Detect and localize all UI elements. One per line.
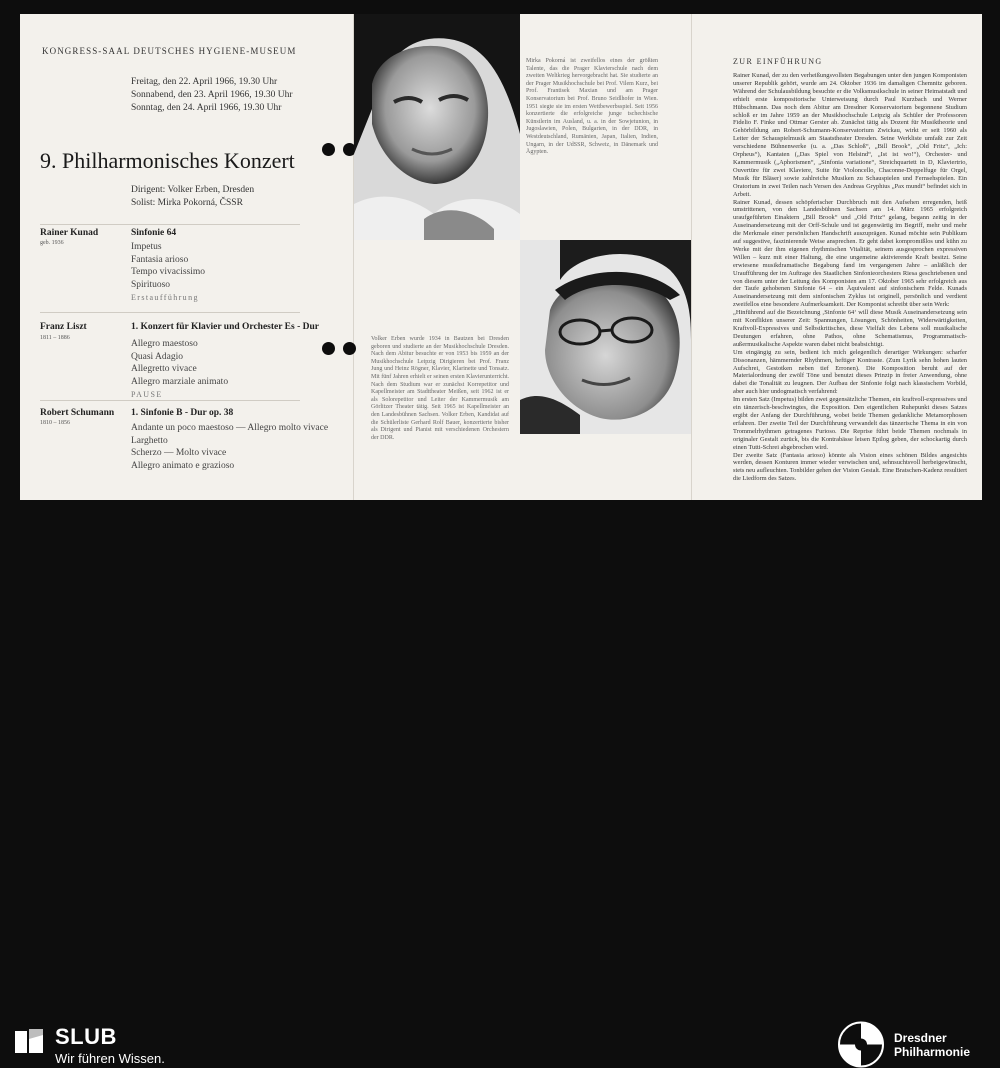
composer-dates: 1811 – 1886 xyxy=(40,335,70,341)
composer-dates: geb. 1936 xyxy=(40,240,64,246)
punch-hole xyxy=(343,342,356,355)
movement: Allegretto vivace xyxy=(131,364,197,374)
venue-heading: KONGRESS-SAAL DEUTSCHES HYGIENE-MUSEUM xyxy=(42,46,297,56)
movement: Allegro marziale animato xyxy=(131,376,229,387)
erben-caption: Volker Erben wurde 1934 in Bautzen bei Dresden geboren und studierte an der Musikhochschule Dresden. Nach dem Abitur besuchte er von 1953 bis 1959 an der Musikhochschule Leipzig Dirigieren bei Prof. Franz Jung und Heinz Rögner, Klavier, Klarinette und Tonsatz. Mit fünf Jahren erhielt er seinen ersten Klavierunterricht. Nach dem Studium war er zunächst Korrepetitor und Kapellmeister am Stadttheater Meißen, seit 1962 ist er als Solorepetitor und Leiter der Kammermusik am Görlitzer Theater tätig. Seit 1965 ist Kapellmeister an den Landesbühnen Sachsen. Volker Erben, Kandidat auf die Schülerliste Gerhard Rolf Bauer, konzertierte bisher als Dirigent und Pianist mit verschiedenen Orchestern der DDR. xyxy=(371,336,509,441)
movement-list xyxy=(131,338,228,388)
work-title: 1. Konzert für Klavier und Orchester Es - Dur xyxy=(131,322,319,332)
slub-logo-icon[interactable] xyxy=(14,1027,44,1057)
slub-tagline: Wir führen Wissen. xyxy=(55,1051,165,1066)
composer-name: Franz Liszt xyxy=(40,322,87,332)
movement: Larghetto xyxy=(131,435,168,446)
slub-name[interactable]: SLUB xyxy=(55,1024,117,1049)
work-title: Sinfonie 64 xyxy=(131,228,177,238)
pokorna-caption: Mirka Pokorná ist zweifellos eines der größten Talente, das die Prager Klavierschule nach dem zweiten Weltkrieg hervorgebracht hat. Sie studierte an der Prager Musikhochschule bei Prof. Vilem Kurz, bei Prof. Frantisek Maxian und am Prager Konservatorium bei Prof. Bruno Seidlhofer in Wien. 1951 siegte sie im ersten Wettbewerbsspiel. Seit 1956 konzertierte die erfolgreiche junge tschechische Künstlerin im Ausland, u. a. in der Sowjetunion, in Jugoslawien, Polen, Bulgarien, in der DDR, in Westdeutschland, Rumänien, Japan, Italien, Indien, Ungarn, in der UdSSR, Schweiz, in Dänemark und Ägypten. xyxy=(526,58,658,156)
intro-text xyxy=(733,72,967,483)
concert-dates xyxy=(131,76,293,115)
dp-line: Philharmonie xyxy=(894,1045,971,1059)
movement: Allegro maestoso xyxy=(131,339,198,349)
concert-title: 9. Philharmonisches Konzert xyxy=(40,148,295,173)
premiere-note: Erstaufführung xyxy=(131,293,199,302)
date-line: Freitag, den 22. April 1966, 19.30 Uhr xyxy=(131,77,278,87)
pokorna-portrait xyxy=(354,14,520,240)
composer-name: Rainer Kunad xyxy=(40,228,99,238)
intro-paragraph: „Hinführend auf die Bezeichnung ‚Sinfonie 64‘ will diese Musik Auseinandersetzung sein mit Konflikten unserer Zeit: Spannungen, Lösungen, Schönheiten, Widerwärtigkeiten, Kraftvoll-Expressives und Selbstkritisches, diese Vielfalt des Lebens soll musikalische Deutungen erfahren, ohne Pathos, ohne Schematismus, Programmatisch-außermusikalische Aspekte waren dabei nicht beabsichtigt. xyxy=(733,309,967,348)
dp-line: Dresdner xyxy=(894,1031,947,1045)
intro-paragraph: Rainer Kunad, der zu den verheißungsvollsten Begabungen unter den jungen Komponisten unserer Republik gehört, wurde am 24. Oktober 1936 im damaligen Chemnitz geboren. Während der Schulausbildung besuchte er die Volksmusikschule in seiner Heimatstadt und erhielt erste kompositorische Unterweisung durch Paul Kurzbach und Werner Hübschmann. Das noch dem Abitur am Dresdner Konservatorium begonnene Studium schloß er im Jahre 1959 an der Musikhochschule Leipzig als Schüler der Professoren Fidelio F. Finke und Ottmar Gerster ab. Zunächst tätig als Dozent für Musiktheorie und Gehörbildung am Robert-Schumann-Konservatorium Zwickau, wirkt er seit 1960 als Leiter der Schauspielmusik am Staatstheater Dresden. Seine Werkliste umfaßt zur Zeit verschiedene Bühnenwerke (u. a. „Das Schloß“, „Bill Brook“, „Old Fritz“, „Ich: Orpheus“), Kantaten („Das Spiel von Helsind“, „Ist ist wo!“), Orchester- und Kammermusik („Aphorismen“, „Sinfonia variatione“, Streichquartett in D, Klaviertrio, Ouvertüre für zwei Klaviere, Suite für Violoncello, Chaconne-Doppelfuge für Orgel, Musik für Bläser) sowie zahlreiche Musiken zu Schauspielen und Fernsehspielen. Ein Oratorium in zwei Teilen nach Versen des Andreas Gryphius „Pax mundi“ befindet sich in Arbeit. xyxy=(733,72,967,198)
work-title: 1. Sinfonie B - Dur op. 38 xyxy=(131,408,234,418)
erben-portrait xyxy=(520,240,691,434)
date-line: Sonntag, den 24. April 1966, 19.30 Uhr xyxy=(131,103,282,113)
movement: Impetus xyxy=(131,242,162,252)
composer-name: Robert Schumann xyxy=(40,408,115,418)
movement: Spirituoso xyxy=(131,279,171,290)
dresdner-philharmonie-name[interactable] xyxy=(894,1031,970,1059)
intro-heading: ZUR EINFÜHRUNG xyxy=(733,57,823,66)
intro-paragraph: Der zweite Satz (Fantasia arioso) könnte als Vision eines schönen Bildes angesichts werden, dessen Konturen immer wieder verwischen und, sehnsuchtsvoll herbeigewünscht, stets neu aufleuchten. Tonbilder gehen der Vision Gestalt. Eine Bratschen-Kadenz resultiert die Liedform des Satzes. xyxy=(733,451,967,483)
punch-hole xyxy=(322,143,335,156)
movement-list xyxy=(131,241,205,291)
movement: Andante un poco maestoso — Allegro molto vivace xyxy=(131,423,329,433)
punch-hole xyxy=(322,342,335,355)
date-line: Sonnabend, den 23. April 1966, 19.30 Uhr xyxy=(131,90,293,100)
intro-paragraph: Im ersten Satz (Impetus) bilden zwei gegensätzliche Themen, ein kraftvoll-expressives und ein tänzerisch-beschwingtes, die Exposition. Den eigentlichen Ruhepunkt dieses Satzes ergibt der Anfang der Durchführung, wobei beide Themen gedankliche Metamorphosen erfahren. Der zweite Teil der Durchführung verwandelt das tänzerische Thema in ein von Trommelrhythmen getragenes Furioso. Die Reprise führt beide Themen nochmals in originaler Gestalt zurück, bis die Kontrabässe leisen Epilog geben, der schockartig durch einen Tutti-Schrei abgebrochen wird. xyxy=(733,396,967,451)
intro-paragraph: Um eingängig zu sein, bedient ich mich gelegentlich derartiger Wirkungen: scharfer Dissonanzen, hämmernder Rhythmen, heftiger Kontraste. (Zum Lyrik sehn hohen lauten Aufschrei, Gestotken neben tief Erronen). Die Komposition beruht auf der Materialordnung der zwölf Töne und benutzt dieses Prinzip in freier Anwendung, ohne dabei die Tonalität zu leugnen. Der Aufbau der Sinfonie folgt nach klassischem Vorbild, aber auch hier undogmatisch verfahrend: xyxy=(733,348,967,396)
footer-bar xyxy=(0,510,1000,1066)
divider xyxy=(40,312,300,313)
performers xyxy=(131,184,254,210)
document-scan xyxy=(0,0,1000,510)
fold-line xyxy=(691,14,692,500)
intro-paragraph: Rainer Kunad, dessen schöpferischer Durchbruch mit den Aufsehen erregenden, heiß umstrittenen, von den Landesbühnen Sachsen am 14. März 1965 erfolgreich uraufgeführten Einaktern „Bill Brook“ und „Old Fritz“ gelang, begann zeitig in der Auseinandersetzung mit der Orff-Schule und ist gegenwärtig im Begriff, mehr und mehr die Merkmale einer persönlichen Handschrift auszuprägen. Kunad möchte sein Publikum auf suggestive, faszinierende Weise ansprechen. Er geht dabei kompromißlos und kühn zu Werke mit der ihm eigenen rhythmischen Vitalität, seinem ausgesprochen expressiven Willen – kurz mit einer Haltung, die eine ungemeine aktivierende Kraft besitzt. Seine erwiesene musikdramatische Begabung fand im vergangenen Jahre – anläßlich der Uraufführung der im Auftrage des Staatlichen Sinfonieorchesters Riesa geschriebenen und von diesem unter der Leitung des Komponisten am 17. Oktober 1965 sehr erfolgreich aus der Taufe gehobenen Sinfonie 64 – ein Äquivalent auf sinfonischem Felde. Kunads Auseinandersetzung mit dem sinfonischen Zyklus ist originell, persönlich und verdient zweifellos eine besondere Aufmerksamkeit. Der Komponist schreibt über sein Werk: xyxy=(733,198,967,309)
movement: Tempo vivacissimo xyxy=(131,267,206,277)
composer-dates: 1810 – 1856 xyxy=(40,420,70,426)
divider xyxy=(40,400,300,401)
movement-list xyxy=(131,422,328,472)
conductor-line: Dirigent: Volker Erben, Dresden xyxy=(131,185,255,195)
movement: Scherzo — Molto vivace xyxy=(131,448,227,458)
movement: Allegro animato e grazioso xyxy=(131,460,235,471)
dresdner-philharmonie-logo-icon[interactable] xyxy=(836,1021,886,1068)
soloist-line: Solist: Mirka Pokorná, ČSSR xyxy=(131,198,243,208)
movement: Fantasia arioso xyxy=(131,254,189,265)
divider xyxy=(40,224,300,225)
pause-note: PAUSE xyxy=(131,390,163,399)
movement: Quasi Adagio xyxy=(131,351,183,362)
